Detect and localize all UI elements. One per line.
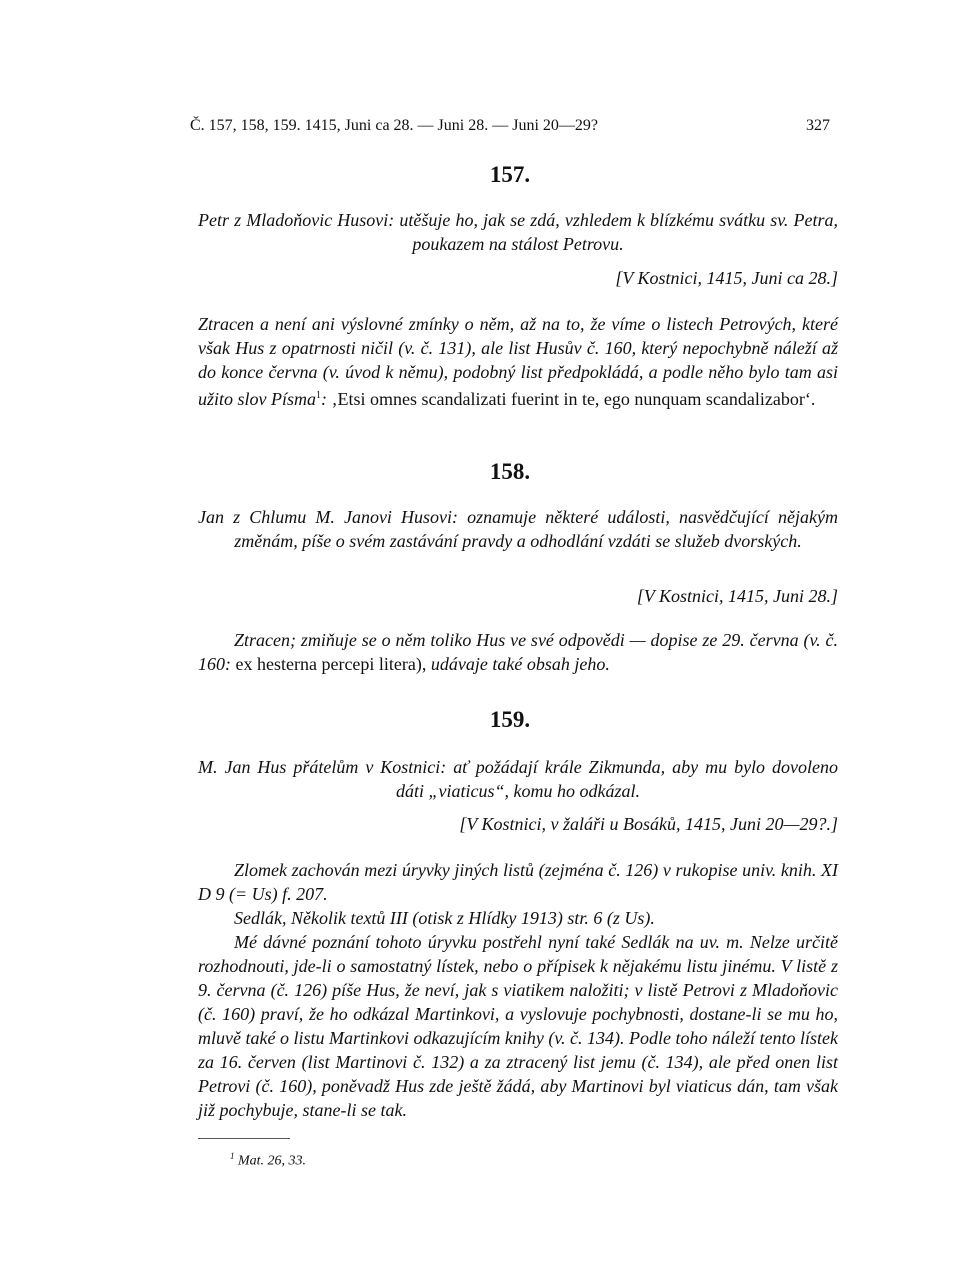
page-number: 327 [806, 117, 830, 134]
entry-title-158: Jan z Chlumu M. Janovi Husovi: oznamuje některé události, nasvědčující nějakým změnám, píše o svém zastávání pravdy a odhodlání vzdáti se služeb dvorských. [198, 507, 838, 551]
footnote-divider [198, 1138, 290, 1139]
body-text: : [321, 389, 328, 409]
entry-note-159-3: Mé dávné poznání tohoto úryvku postřehl nyní také Sedlák na uv. m. Nelze určitě rozhodnouti, jde-li o samostatný lístek, nebo o přípisek k nějakému listu jinému. V listě z 9. června (č. 126) píše Hus, že neví, jak s viatikem naložiti; v listě Petrovi z Mladoňovic (č. 160) praví, že ho odkázal Martinkovi, a vyslovuje pochybnosti, dostane-li se mu ho, mluvě také o listu Martinkovi odkazujícím knihy (v. č. 134). Podle toho náleží tento lístek za 16. červen (list Martinovi č. 132) a za ztracený list jemu (č. 134), ale před onen list Petrovi (č. 160), poněvadž Hus zde ještě žádá, aby Martinovi byl viaticus dán, tam však již pochybuje, stane-li se tak. [198, 932, 839, 1120]
entry-note-159-1: Zlomek zachován mezi úryvky jiných listů (zejména č. 126) v rukopise univ. knih. XI D 9 (= Us) f. 207. [198, 860, 838, 904]
latin-quote: ex hesterna percepi litera), [231, 654, 427, 674]
body-text: Ztracen; zmiňuje se o něm toliko Hus ve své odpovědi — dopise ze 29. června (v. č. 160: [198, 630, 838, 674]
entry-title-157: Petr z Mladoňovic Husovi: utěšuje ho, jak se zdá, vzhledem k blízkému svátku sv. Petra, poukazem na stálost Petrovu. [198, 210, 838, 254]
entry-number-159: 159. [489, 707, 531, 732]
body-text: udávaje také obsah jeho. [426, 654, 610, 674]
footnote-text: Mat. 26, 33. [238, 1153, 307, 1169]
footnote-mark: 1 [230, 1151, 235, 1161]
entry-number-157: 157. [489, 162, 531, 187]
footnote-ref: 1 [316, 390, 322, 401]
entry-place-157: [V Kostnici, 1415, Juni ca 28.] [615, 268, 838, 288]
running-header [190, 117, 830, 141]
entry-number-158: 158. [489, 459, 531, 484]
header-reference: Č. 157, 158, 159. 1415, Juni ca 28. — Juni 28. — Juni 20—29? [190, 117, 598, 134]
entry-body-157 [198, 312, 838, 411]
body-text: Ztracen a není ani výslovné zmínky o něm, až na to, že víme o listech Petrových, které však Hus z opatrnosti ničil (v. č. 131), ale list Husův č. 160, který nepochybně náleží až do konce června (v. úvod k němu), podobný list předpokládá, a podle něho bylo tam asi užito slov Písma [198, 314, 838, 409]
entry-title-159: M. Jan Hus přátelům v Kostnici: ať požádají krále Zikmunda, aby mu bylo dovoleno dáti „viaticus“, komu ho odkázal. [198, 757, 838, 801]
footnote [230, 1151, 306, 1170]
entry-place-158: [V Kostnici, 1415, Juni 28.] [636, 586, 838, 606]
latin-quote: ‚Etsi omnes scandalizati fuerint in te, ego nunquam scandalizabor‘. [327, 389, 816, 409]
entry-place-159: [V Kostnici, v žaláři u Bosáků, 1415, Juni 20—29?.] [459, 814, 838, 834]
entry-body-158 [198, 628, 838, 676]
entry-note-159-2: Sedlák, Několik textů III (otisk z Hlídky 1913) str. 6 (z Us). [234, 908, 655, 928]
